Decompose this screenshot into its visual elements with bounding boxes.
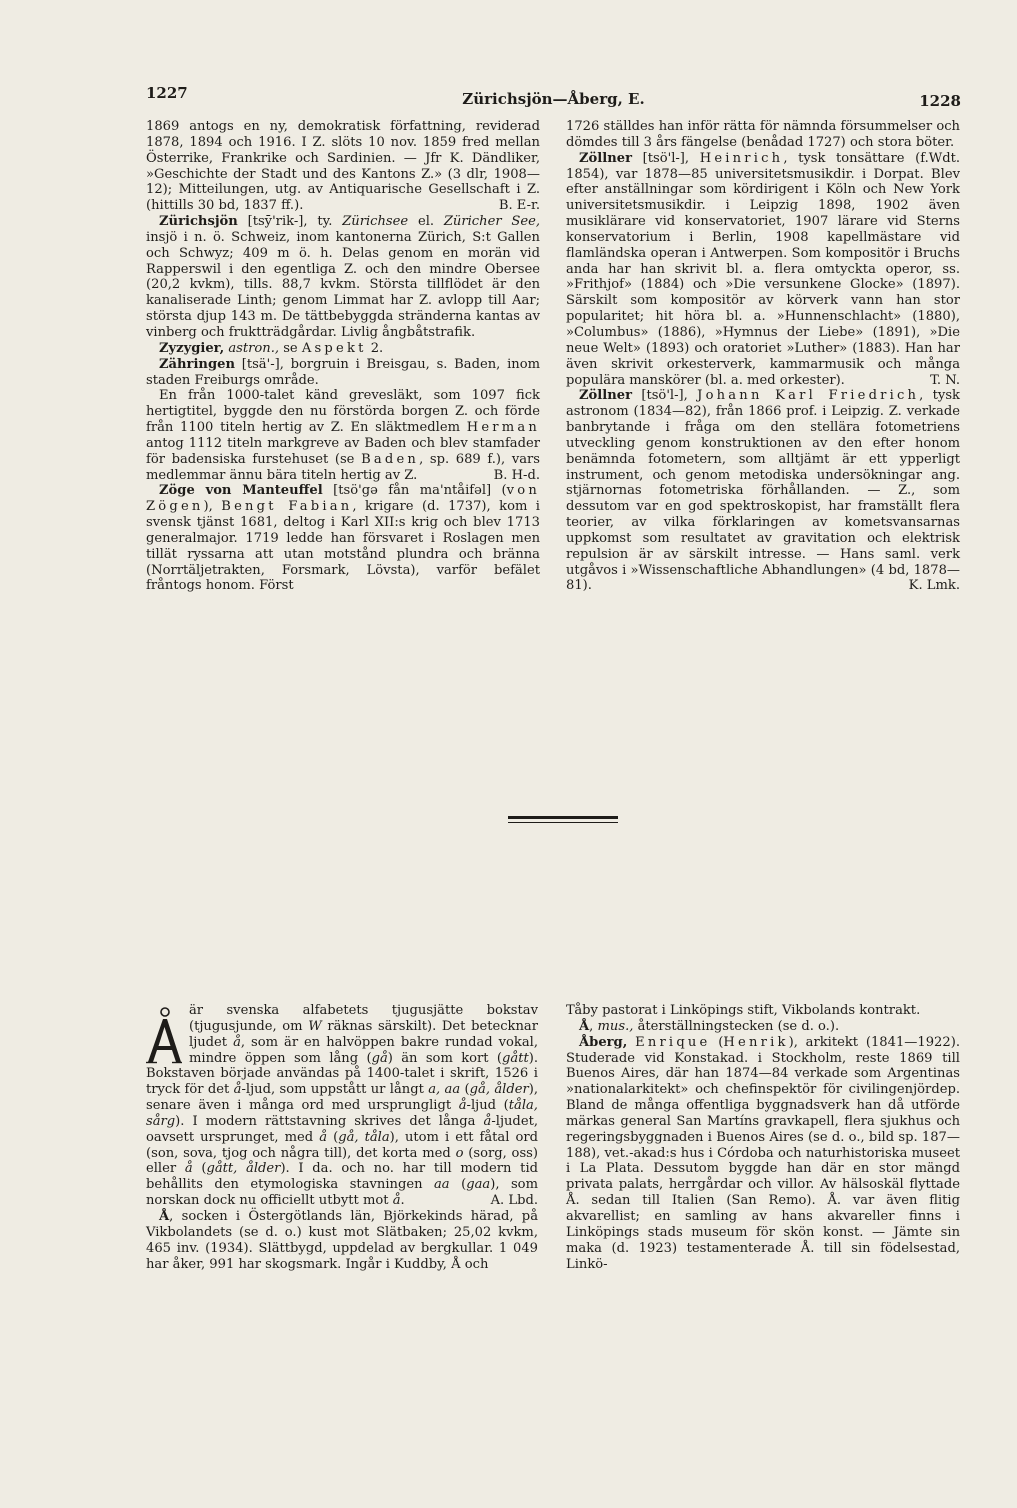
- entry-headword: Zöllner: [579, 388, 632, 404]
- entry-a-mus: Å, mus., återställningstecken (se d. o.).: [579, 1018, 840, 1034]
- column-right-top: [566, 119, 960, 594]
- author-signature: T. N.: [930, 372, 960, 388]
- entry-zahringen: Zähringen [tsä'-], borgruin i Breisgau, s. Baden, inom staden Freiburgs område.: [146, 356, 540, 388]
- column-left-bottom: [146, 1003, 538, 1272]
- entry-headword: Zähringen: [159, 356, 235, 372]
- entry-a-socken: Å, socken i Östergötlands län, Björkekinds härad, på Vikbolandets (se d. o.) kust mot Slätbaken; 25,02 kvkm, 465 inv. (1934). Slättbygd, uppdelad av bergkullar. 1 049 har åker, 991 har skogsmark. Ingår i Kuddby, Å och: [146, 1208, 538, 1272]
- drop-cap-a-ring-icon: [146, 1006, 182, 1064]
- entry-zoge-continuation: 1726 ställdes han inför rätta för nämnda försummelser och dömdes till 3 års fängelse (benådad 1727) och stora böter. Wdt.: [566, 119, 960, 166]
- entry-zoge-von-manteuffel: Zöge von Manteuffel [tsö'gə fån ma'ntåifəl] (von Zögen), Bengt Fabian, krigare (d. 1737), kom i svensk tjänst 1681, deltog i Karl XII:s krig och blev 1713 generalmajor. 1719 ledde han försvaret i Roslagen men tillät ryssarna att utan motstånd plundra och bränna (Norrtäljetrakten, Forsmark, Lövsta), varför befälet fråntogs honom. Först: [146, 483, 540, 594]
- entry-headword: Å: [579, 1018, 590, 1034]
- author-signature: B. H-d.: [493, 467, 540, 483]
- entry-headword: Å: [159, 1208, 170, 1224]
- column-right-bottom: [566, 1003, 960, 1272]
- entry-zyzygier: Zyzygier, astron., se Aspekt 2.: [159, 340, 384, 356]
- section-divider: [508, 816, 618, 823]
- entry-headword: Åberg,: [579, 1034, 628, 1050]
- entry-zollner-heinrich: Zöllner [tsö'l-], Heinrich, tysk tonsättare (f. 1854), var 1878—85 universitetsmusikdir. i Dorpat. Blev efter anställningar som kördirigent i Köln och New York universitetsmusikdir. i Leipzig 1898, 1902 även musiklärare vid konservatoriet, 1907 lärare vid Sterns konservatorium i Berlin, 1908 kapellmästare vid flamländska operan i Antwerpen. Som kompositör i Bruchs anda har han skrivit bl. a. flera omtyckta operor, ss. »Frithjof» (1884) och »Die versunkene Glocke» (1897). Särskilt som kompositör av körverk vann han stor popularitet; hit höra bl. a. »Hunnenschlacht» (1880), »Columbus» (1886), »Hymnus der Liebe» (1891), »Die neue Welt» (1893) och oratoriet »Luther» (1883). Han har även skrivit orkesterverk, kammarmusik och många populära manskörer (bl. a. med orkester). T. N.: [566, 150, 960, 388]
- entry-a-socken-continuation: Tåby pastorat i Linköpings stift, Vikbolands kontrakt.: [566, 1003, 921, 1018]
- divider-thick-rule: [508, 816, 618, 819]
- divider-thin-rule: [508, 822, 618, 823]
- author-signature: Wdt.: [928, 150, 960, 166]
- entry-headword: Zöllner: [579, 150, 632, 166]
- entry-zurich-continuation: 1869 antogs en ny, demokratisk författning, reviderad 1878, 1894 och 1916. I Z. slöts 10 nov. 1859 fred mellan Österrike, Frankrike och Sardinien. — Jfr K. Dändliker, »Geschichte der Stadt und des Kantons Z.» (3 dlr, 1908—12); Mitteilungen, utg. av Antiquarische Gesellschaft i Z. (hittills 30 bd, 1837 ff.). B. E-r.: [146, 119, 540, 214]
- column-left-top: [146, 119, 540, 594]
- entry-headword: Zyzygier,: [159, 340, 225, 356]
- entry-headword: Zöge von Manteuffel: [159, 483, 323, 499]
- entry-zahringen-family: En från 1000-talet känd grevesläkt, som 1097 fick hertigtitel, byggde den nu förstörda borgen Z. och förde från 1100 titeln hertig av Z. En släktmedlem Herman antog 1112 titeln markgreve av Baden och blev stamfader för badensiska furstehuset (se Baden, sp. 689 f.), vars medlemmar ännu bära titeln hertig av Z. B. H-d.: [146, 388, 541, 483]
- entry-letter-a-ring: är svenska alfabetets tjugusjätte bokstav (tjugusjunde, om W räknas särskilt). Det betecknar ljudet å, som är en halvöppen bakre rundad vokal, mindre öppen som lång (gå) än som kort (gått). Bokstaven började användas på 1400-talet i skrift, 1526 i tryck för det å-ljud, som uppstått ur långt a, aa (gå, ålder), senare även i många ord med ursprungligt å-ljud (tåla, sårg). I modern rättstavning skrives det långa å-ljudet, oavsett ursprunget, med å (gå, tåla), utom i ett fåtal ord (son, sova, tjog och några till), det korta med o (sorg, oss) eller å (gått, ålder). I da. och no. har till modern tid behållits den etymologiska stavningen aa (gaa), som norskan dock nu officiellt utbytt mot å. A. Lbd.: [146, 1003, 539, 1209]
- entry-aberg-enrique: Åberg, Enrique (Henrik), arkitekt (1841—1922). Studerade vid Konstakad. i Stockholm, reste 1869 till Buenos Aires, där han 1874—84 verkade som Argentinas »nationalarkitekt» och chefinspektör för civilingenjördep. Bland de många offentliga byggnadsverk han då utförde märkas general San Martíns gravkapell, flera sjukhus och regeringsbyggnaden i Buenos Aires (se d. o., bild sp. 187—188), vet.-akad:s hus i Córdoba och naturhistoriska museet i La Plata. Dessutom byggde han där en stor mängd privata palats, herrgårdar och villor. Av hälsoskäl flyttade Å. sedan till Italien (San Remo). Å. var även flitig akvarellist; en samling av hans akvareller finns i Linköpings stads museum för skön konst. — Jämte sin maka (d. 1923) testamenterade Å. till sin födelsestad, Linkö-: [566, 1034, 960, 1272]
- entry-headword: Zürichsjön: [159, 214, 238, 230]
- author-signature: B. E-r.: [498, 198, 540, 214]
- page-number-right: 1228: [919, 92, 961, 110]
- page-number-left: 1227: [146, 84, 188, 102]
- running-title: Zürichsjön—Åberg, E.: [462, 90, 645, 108]
- entry-zollner-johann: Zöllner [tsö'l-], Johann Karl Friedrich, tysk astronom (1834—82), från 1866 prof. i Leipzig. Z. verkade banbrytande i fråga om den stellära fotometriens utveckling genom konstruktionen av den efter honom benämnda fotometern, som alltjämt är ett ypperligt instrument, och genom metodiska undersökningar ang. stjärnornas fotometriska förhållanden. — Z., som dessutom var en god spektroskopist, har framställt flera teorier, av vilka förklaringen av kometsvansarnas uppkomst som resultatet av gravitation och elektrisk repulsion är av särskilt intresse. — Hans saml. verk utgåvos i »Wissenschaftliche Abhandlungen» (4 bd, 1878—81). K. Lmk.: [566, 388, 960, 594]
- author-signature: K. Lmk.: [908, 578, 960, 594]
- running-header: [146, 84, 961, 110]
- author-signature: A. Lbd.: [490, 1193, 538, 1209]
- entry-zurichsjon: Zürichsjön [tsȳ'rik-], ty. Zürichsee el. Züricher See, insjö i n. ö. Schweiz, inom kantonerna Zürich, S:t Gallen och Schwyz; 409 m ö. h. Delas genom en morän vid Rapperswil i den egentliga Z. och den mindre Obersee (20,2 kvkm), tills. 88,7 kvkm. Största tillflödet är den kanaliserade Linth; genom Limmat har Z. avlopp till Aar; största djup 143 m. De tättbebyggda stränderna kantas av vinberg och fruktträdgårdar. Livlig ångbåtstrafik.: [146, 214, 540, 340]
